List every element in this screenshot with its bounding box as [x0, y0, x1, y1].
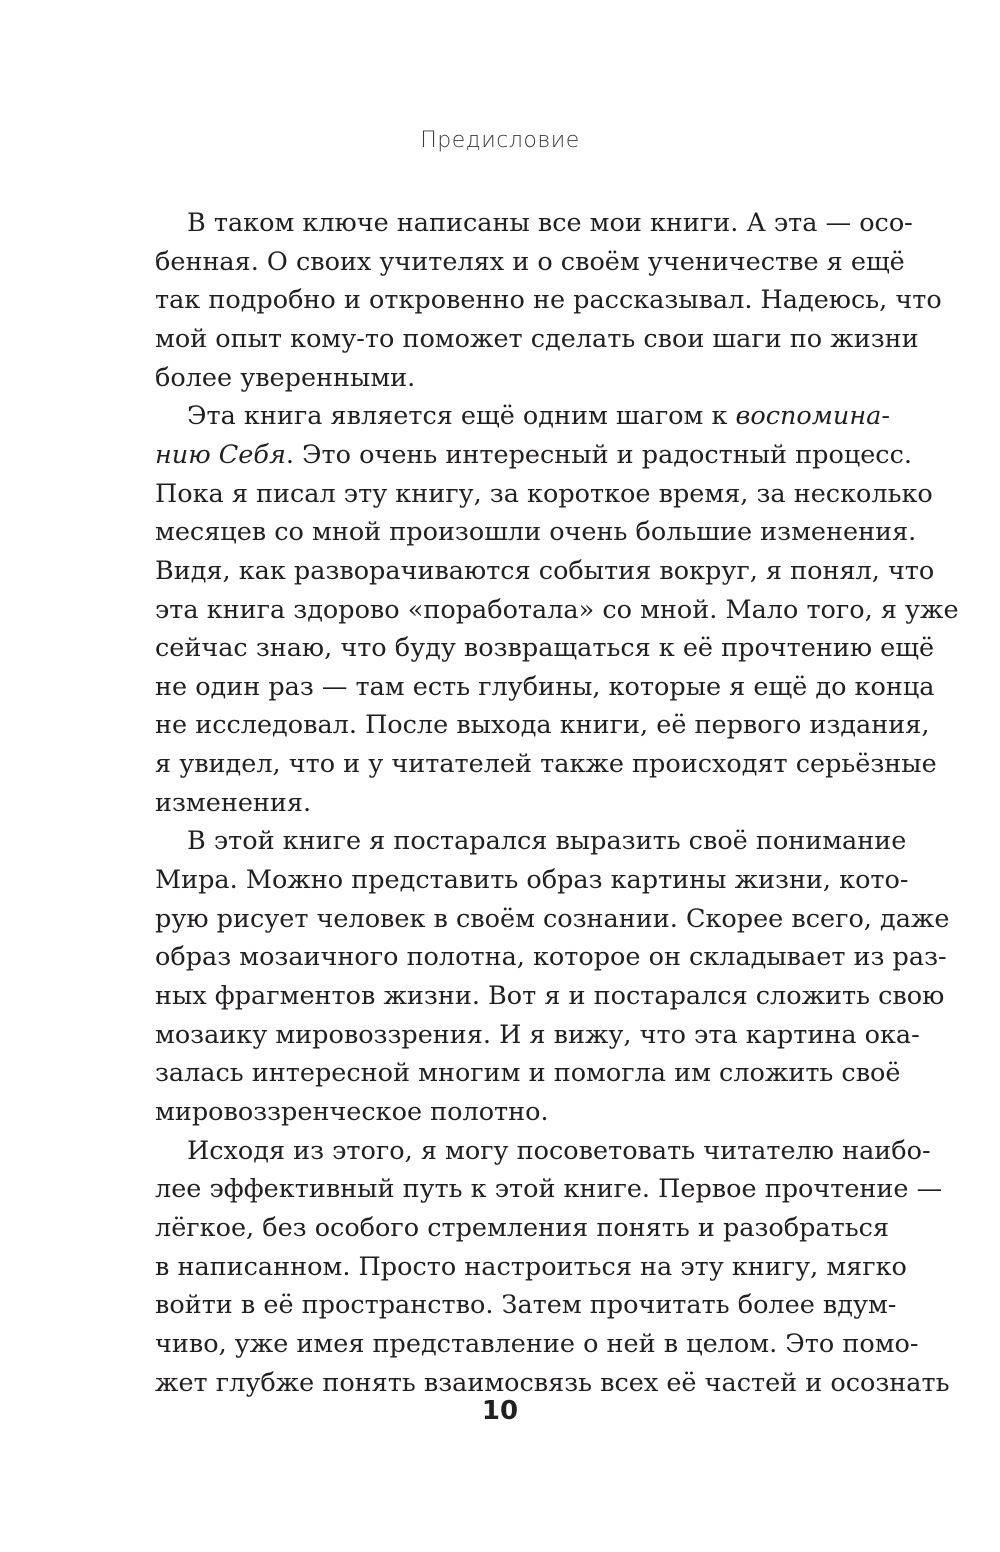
- text-line: не исследовал. После выхода книги, её первого издания,: [155, 710, 930, 740]
- text-line: в написанном. Просто настроиться на эту книгу, мягко: [155, 1252, 907, 1282]
- text-line: лёгкое, без особого стремления понять и разобраться: [155, 1213, 889, 1243]
- text-line: рую рисует человек в своём сознании. Скорее всего, даже: [155, 904, 950, 934]
- text-line: мой опыт кому-то поможет сделать свои шаги по жизни: [155, 324, 919, 354]
- italic-text: воспомина-: [735, 401, 890, 431]
- text-line: Мира. Можно представить образ картины жизни, кото-: [155, 865, 909, 895]
- text-line: В этой книге я постарался выразить своё понимание: [187, 826, 907, 856]
- text-line: я увидел, что и у читателей также происходят серьёзные: [155, 749, 937, 779]
- text-line: не один раз — там есть глубины, которые я ещё до конца: [155, 672, 935, 702]
- text-line: сейчас знаю, что буду возвращаться к её прочтению ещё: [155, 633, 935, 663]
- text-line: жет глубже понять взаимосвязь всех её частей и осознать: [155, 1368, 950, 1398]
- text-segment: Эта книга является ещё одним шагом к: [187, 401, 736, 431]
- text-segment: . Это очень интересный и радостный процесс.: [285, 440, 912, 470]
- text-line: мозаику мировоззрения. И я вижу, что эта картина ока-: [155, 1020, 920, 1050]
- page-number: 10: [481, 1396, 519, 1426]
- text-line: так подробно и откровенно не рассказывал. Надеюсь, что: [155, 285, 942, 315]
- text-line: Исходя из этого, я могу посоветовать читателю наибо-: [187, 1136, 931, 1166]
- text-line: лее эффективный путь к этой книге. Первое прочтение —: [155, 1174, 943, 1204]
- text-line: ных фрагментов жизни. Вот я и постарался сложить свою: [155, 981, 945, 1011]
- running-head: Предисловие: [420, 128, 580, 153]
- text-line: залась интересной многим и помогла им сложить своё: [155, 1058, 901, 1088]
- text-line: бенная. О своих учителях и о своём ученичестве я ещё: [155, 247, 905, 277]
- text-line: более уверенными.: [155, 363, 416, 393]
- text-line: образ мозаичного полотна, которое он складывает из раз-: [155, 942, 947, 972]
- text-line: чиво, уже имея представление о ней в целом. Это помо-: [155, 1329, 919, 1359]
- text-line: В таком ключе написаны все мои книги. А эта — осо-: [187, 208, 913, 238]
- text-line: изменения.: [155, 788, 312, 818]
- text-line: войти в её пространство. Затем прочитать более вдум-: [155, 1290, 897, 1320]
- text-line: эта книга здорово «поработала» со мной. Мало того, я уже: [155, 595, 959, 625]
- text-line: мировоззренческое полотно.: [155, 1097, 549, 1127]
- text-line: месяцев со мной произошли очень большие изменения.: [155, 517, 917, 547]
- italic-text: нию Себя: [155, 440, 286, 470]
- text-line: Пока я писал эту книгу, за короткое время, за несколько: [155, 479, 933, 509]
- text-line: Видя, как разворачиваются события вокруг, я понял, что: [155, 556, 935, 586]
